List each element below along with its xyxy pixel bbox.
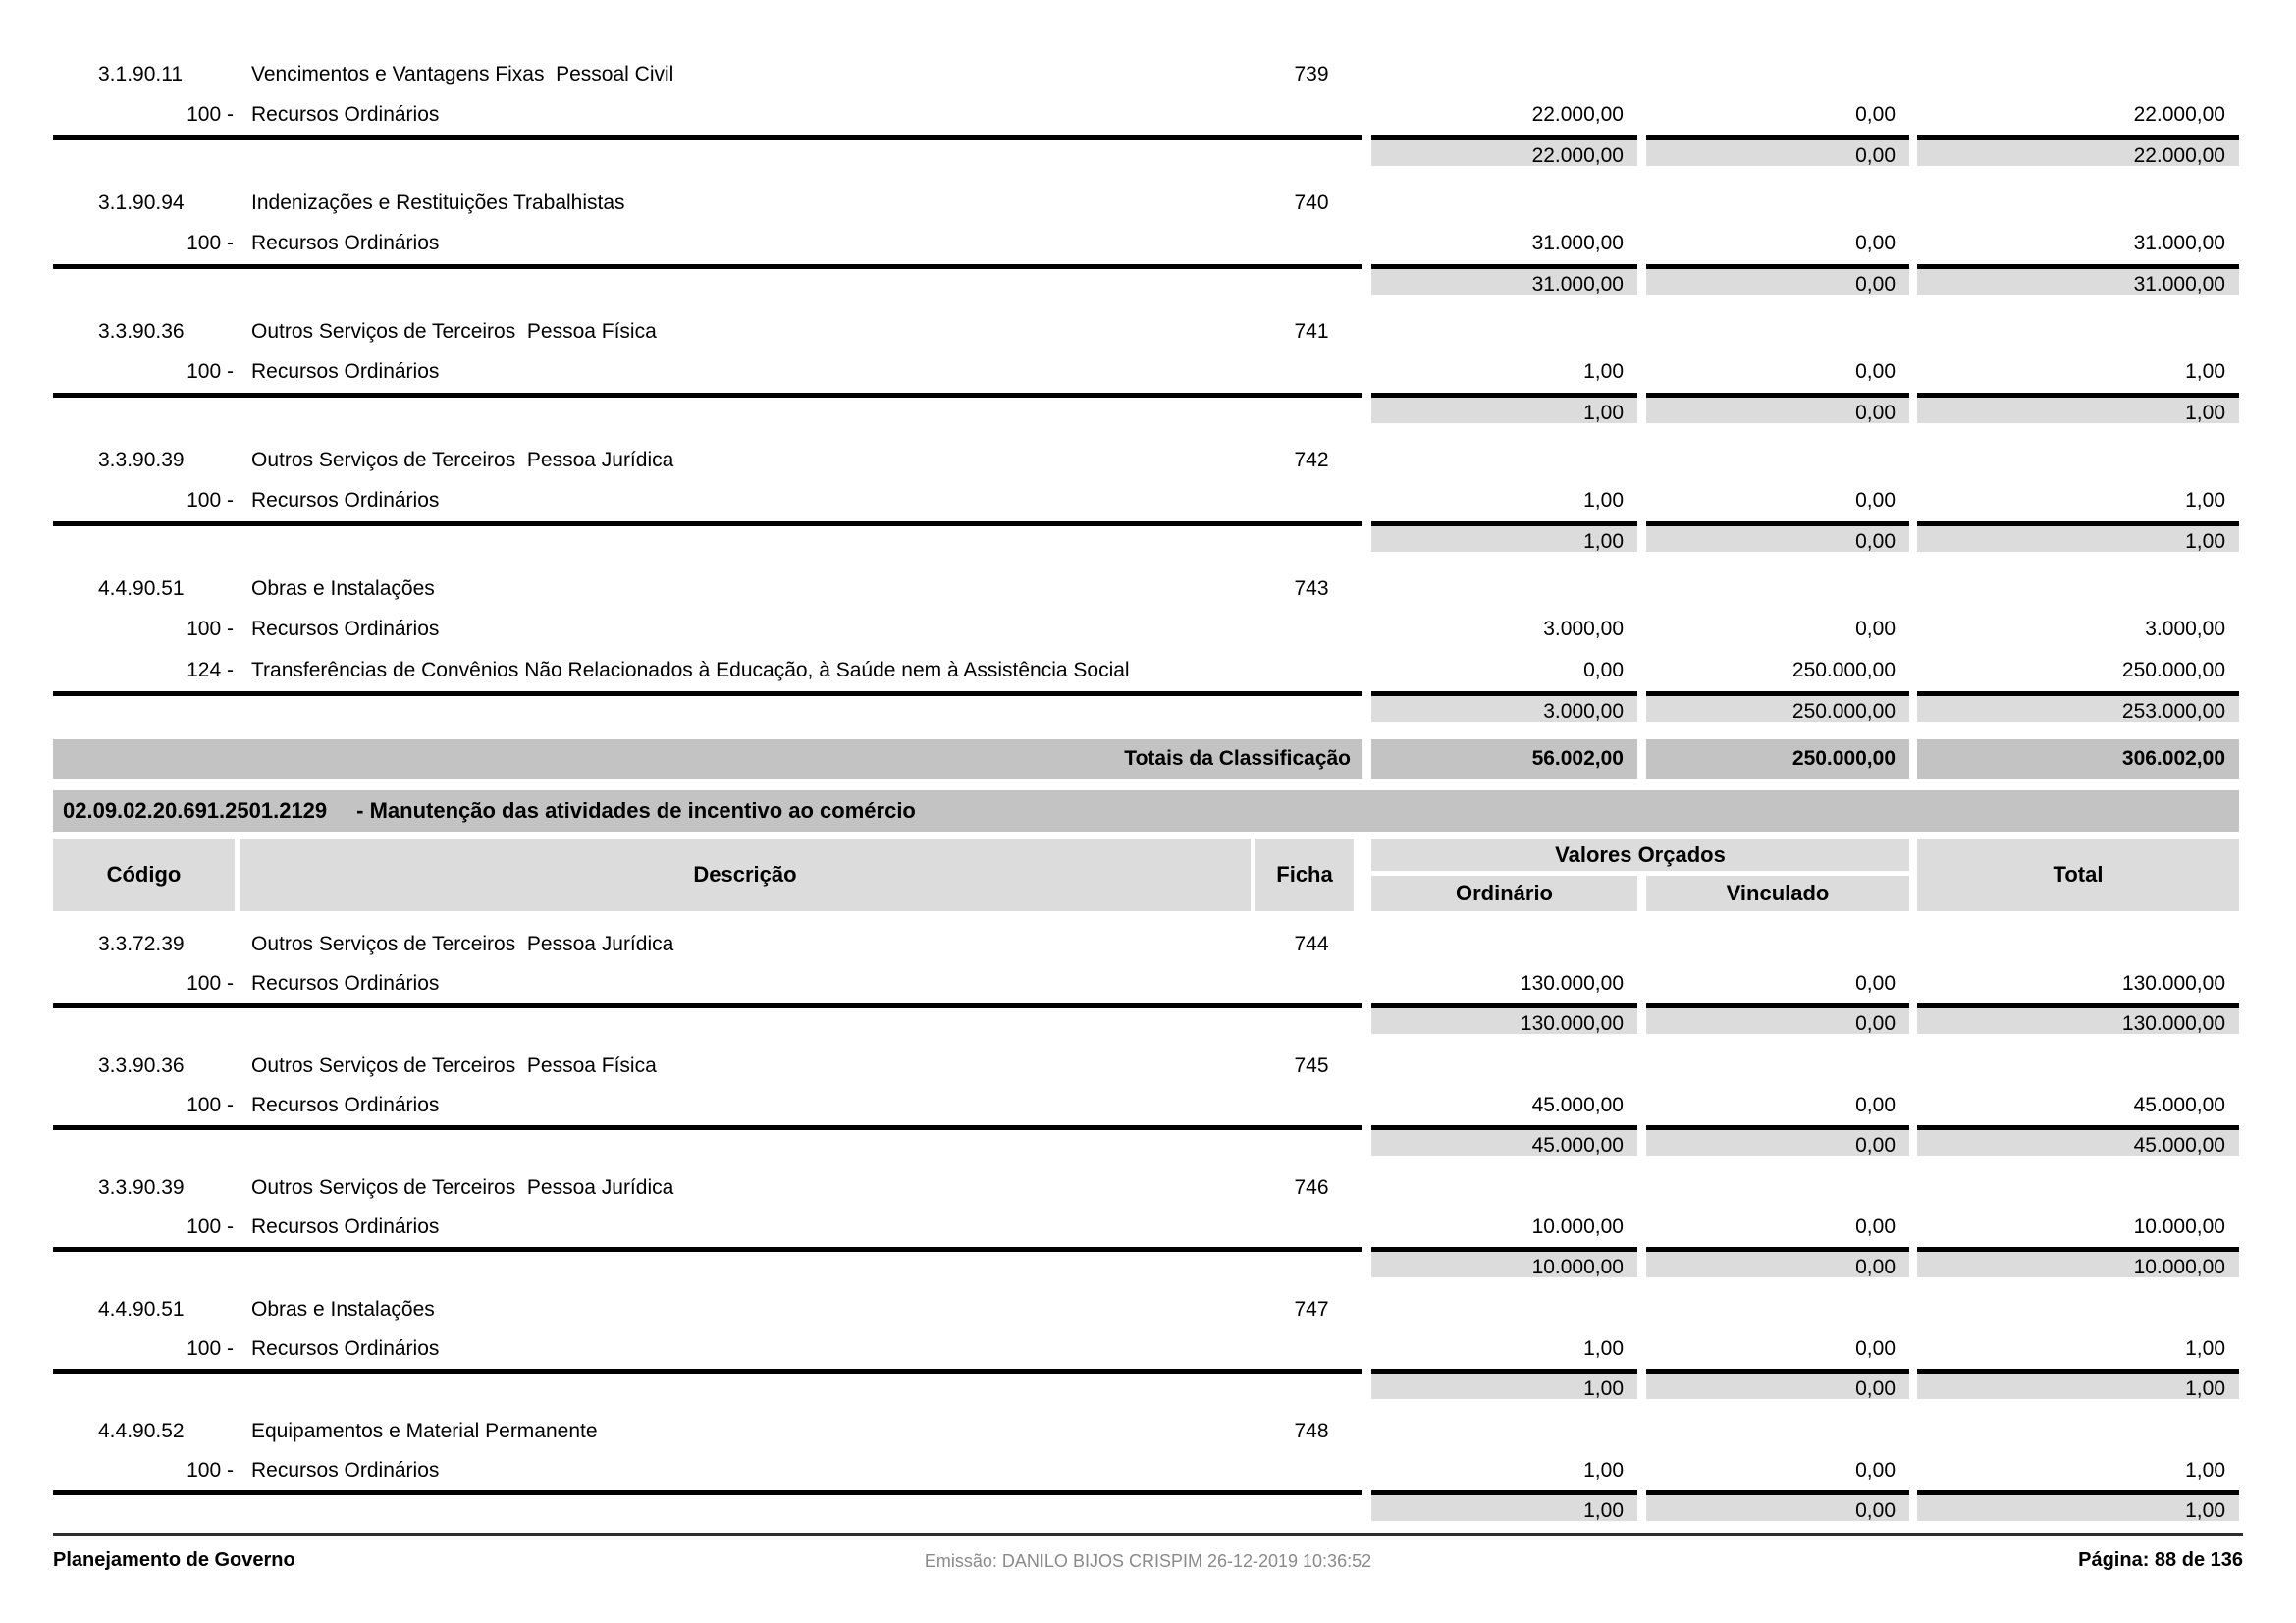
footer-page-number: Página: 88 de 136 xyxy=(2078,1549,2243,1571)
subtotal-total: 1,00 xyxy=(1917,1369,2239,1399)
classification-code: 02.09.02.20.691.2501.2129 xyxy=(63,798,328,823)
subtotal-total: 130.000,00 xyxy=(1917,1003,2239,1034)
resource-ordinario-value: 3.000,00 xyxy=(1543,618,1624,640)
column-header-codigo: Código xyxy=(53,839,235,911)
subtotal-vinculado: 250.000,00 xyxy=(1646,691,1909,722)
item-header-row xyxy=(53,184,2239,223)
resource-row xyxy=(53,1329,2239,1369)
subtotal-total: 45.000,00 xyxy=(1917,1125,2239,1156)
resource-vinculado-value: 0,00 xyxy=(1855,1337,1896,1360)
item-code: 3.3.90.39 xyxy=(98,1176,185,1199)
item-code: 3.1.90.11 xyxy=(98,63,184,85)
resource-name: Recursos Ordinários xyxy=(251,1094,440,1116)
budget-item-block xyxy=(53,441,2239,557)
resource-row xyxy=(53,1086,2239,1125)
item-header-row xyxy=(53,925,2239,964)
item-code: 4.4.90.51 xyxy=(98,1298,185,1321)
item-ficha-number: 745 xyxy=(1294,1055,1329,1077)
resource-name: Recursos Ordinários xyxy=(251,618,440,640)
resource-name: Transferências de Convênios Não Relacionados à Educação, à Saúde nem à Assistência Social xyxy=(251,659,1130,681)
budget-item-block xyxy=(53,925,2239,1039)
resource-row xyxy=(53,1451,2239,1490)
resource-code: 100 - xyxy=(187,360,234,383)
resource-name: Recursos Ordinários xyxy=(251,360,440,383)
subtotal-ordinario: 1,00 xyxy=(1371,1369,1637,1399)
resource-name: Recursos Ordinários xyxy=(251,489,440,512)
resource-ordinario-value: 0,00 xyxy=(1583,659,1624,681)
budget-item-block xyxy=(53,1412,2239,1526)
resource-ordinario-value: 1,00 xyxy=(1583,1459,1624,1482)
resource-row xyxy=(53,480,2239,521)
resource-ordinario-value: 31.000,00 xyxy=(1531,232,1624,254)
item-ficha-number: 739 xyxy=(1294,63,1329,85)
item-header-row xyxy=(53,312,2239,352)
budget-item-block xyxy=(53,184,2239,299)
budget-item-block xyxy=(53,569,2239,727)
resource-vinculado-value: 250.000,00 xyxy=(1791,659,1896,681)
item-ficha-number: 741 xyxy=(1294,320,1329,343)
report-page xyxy=(53,55,2239,1534)
item-description: Outros Serviços de Terceiros Pessoa Jurídica xyxy=(251,1176,674,1199)
item-code: 3.3.72.39 xyxy=(98,933,185,955)
subtotal-total: 1,00 xyxy=(1917,521,2239,552)
column-header-vinculado: Vinculado xyxy=(1646,876,1909,911)
resource-total-value: 130.000,00 xyxy=(2121,972,2225,995)
resource-vinculado-value: 0,00 xyxy=(1855,972,1896,995)
resource-row xyxy=(53,650,2239,691)
item-code: 3.3.90.36 xyxy=(98,320,185,343)
resource-code: 100 - xyxy=(187,103,234,126)
column-header-ordinario: Ordinário xyxy=(1371,876,1637,911)
subtotal-total: 1,00 xyxy=(1917,393,2239,423)
item-subtotal-row xyxy=(53,1369,2239,1404)
subtotal-ordinario: 1,00 xyxy=(1371,1490,1637,1521)
item-subtotal-row xyxy=(53,393,2239,428)
resource-name: Recursos Ordinários xyxy=(251,1216,440,1238)
footer-emission-info: Emissão: DANILO BIJOS CRISPIM 26-12-2019 10:36:52 xyxy=(924,1551,1372,1571)
resource-code: 100 - xyxy=(187,489,234,512)
item-description: Outros Serviços de Terceiros Pessoa Física xyxy=(251,1055,657,1077)
resource-code: 100 - xyxy=(187,972,234,995)
budget-item-block xyxy=(53,1168,2239,1282)
subtotal-ordinario: 10.000,00 xyxy=(1371,1247,1637,1277)
resource-row xyxy=(53,223,2239,264)
resource-row xyxy=(53,94,2239,135)
item-ficha-number: 744 xyxy=(1294,933,1329,955)
classification-section-2 xyxy=(53,925,2239,1526)
resource-total-value: 31.000,00 xyxy=(2133,232,2225,254)
resource-ordinario-value: 1,00 xyxy=(1583,489,1624,512)
resource-name: Recursos Ordinários xyxy=(251,1337,440,1360)
budget-item-block xyxy=(53,1290,2239,1404)
subtotal-ordinario: 22.000,00 xyxy=(1371,135,1637,166)
column-group-valores-orcados xyxy=(1371,839,1909,911)
resource-total-value: 1,00 xyxy=(2185,360,2225,383)
subtotal-vinculado: 0,00 xyxy=(1646,264,1909,295)
subtotal-ordinario: 31.000,00 xyxy=(1371,264,1637,295)
resource-vinculado-value: 0,00 xyxy=(1855,618,1896,640)
subtotal-total: 31.000,00 xyxy=(1917,264,2239,295)
item-description: Vencimentos e Vantagens Fixas Pessoal Civil xyxy=(251,63,674,85)
subtotal-vinculado: 0,00 xyxy=(1646,1490,1909,1521)
resource-name: Recursos Ordinários xyxy=(251,972,440,995)
subtotal-vinculado: 0,00 xyxy=(1646,1369,1909,1399)
resource-total-value: 3.000,00 xyxy=(2145,618,2225,640)
resource-row xyxy=(53,964,2239,1003)
item-header-row xyxy=(53,1168,2239,1208)
resource-name: Recursos Ordinários xyxy=(251,232,440,254)
classification-header-bar xyxy=(53,790,2239,832)
resource-ordinario-value: 45.000,00 xyxy=(1531,1094,1624,1116)
resource-total-value: 22.000,00 xyxy=(2133,103,2225,126)
item-header-row xyxy=(53,1290,2239,1329)
item-header-row xyxy=(53,441,2239,480)
column-header-valores-orcados: Valores Orçados xyxy=(1371,839,1909,871)
resource-total-value: 1,00 xyxy=(2185,1337,2225,1360)
item-subtotal-row xyxy=(53,135,2239,171)
resource-total-value: 10.000,00 xyxy=(2133,1216,2225,1238)
resource-row xyxy=(53,1208,2239,1247)
item-ficha-number: 748 xyxy=(1294,1420,1329,1442)
resource-vinculado-value: 0,00 xyxy=(1855,1216,1896,1238)
budget-item-block xyxy=(53,1047,2239,1161)
item-code: 3.3.90.36 xyxy=(98,1055,185,1077)
classification-title: - Manutenção das atividades de incentivo ao comércio xyxy=(356,798,916,823)
item-subtotal-row xyxy=(53,1247,2239,1282)
item-description: Indenizações e Restituições Trabalhistas xyxy=(251,191,625,214)
resource-vinculado-value: 0,00 xyxy=(1855,232,1896,254)
item-description: Outros Serviços de Terceiros Pessoa Física xyxy=(251,320,657,343)
item-header-row xyxy=(53,1047,2239,1086)
classification-totals-row xyxy=(53,739,2239,779)
resource-code: 100 - xyxy=(187,1216,234,1238)
item-code: 4.4.90.51 xyxy=(98,577,185,600)
resource-code: 100 - xyxy=(187,1094,234,1116)
subtotal-vinculado: 0,00 xyxy=(1646,1247,1909,1277)
page-footer xyxy=(53,1533,2243,1572)
resource-code: 100 - xyxy=(187,1337,234,1360)
totals-total: 306.002,00 xyxy=(1917,739,2239,779)
resource-ordinario-value: 22.000,00 xyxy=(1531,103,1624,126)
item-header-row xyxy=(53,55,2239,94)
item-header-row xyxy=(53,569,2239,609)
resource-total-value: 1,00 xyxy=(2185,489,2225,512)
item-description: Outros Serviços de Terceiros Pessoa Jurídica xyxy=(251,933,674,955)
item-subtotal-row xyxy=(53,521,2239,557)
item-description: Obras e Instalações xyxy=(251,1298,435,1321)
subtotal-total: 22.000,00 xyxy=(1917,135,2239,166)
subtotal-vinculado: 0,00 xyxy=(1646,1003,1909,1034)
resource-code: 100 - xyxy=(187,618,234,640)
resource-total-value: 45.000,00 xyxy=(2133,1094,2225,1116)
subtotal-ordinario: 3.000,00 xyxy=(1371,691,1637,722)
resource-row xyxy=(53,352,2239,393)
resource-ordinario-value: 1,00 xyxy=(1583,1337,1624,1360)
subtotal-ordinario: 130.000,00 xyxy=(1371,1003,1637,1034)
item-subtotal-row xyxy=(53,1490,2239,1526)
column-header-descricao: Descrição xyxy=(240,839,1251,911)
column-header-total: Total xyxy=(1917,839,2239,911)
item-subtotal-row xyxy=(53,1125,2239,1161)
item-code: 4.4.90.52 xyxy=(98,1420,185,1442)
item-ficha-number: 740 xyxy=(1294,191,1329,214)
resource-name: Recursos Ordinários xyxy=(251,103,440,126)
item-ficha-number: 747 xyxy=(1294,1298,1329,1321)
item-code: 3.1.90.94 xyxy=(98,191,185,214)
resource-total-value: 1,00 xyxy=(2185,1459,2225,1482)
item-subtotal-row xyxy=(53,1003,2239,1039)
resource-vinculado-value: 0,00 xyxy=(1855,1094,1896,1116)
resource-ordinario-value: 130.000,00 xyxy=(1520,972,1624,995)
subtotal-ordinario: 1,00 xyxy=(1371,393,1637,423)
resource-code: 100 - xyxy=(187,1459,234,1482)
resource-vinculado-value: 0,00 xyxy=(1855,1459,1896,1482)
table-column-header xyxy=(53,839,2239,911)
column-header-ficha: Ficha xyxy=(1255,839,1354,911)
resource-total-value: 250.000,00 xyxy=(2121,659,2225,681)
subtotal-total: 10.000,00 xyxy=(1917,1247,2239,1277)
resource-code: 100 - xyxy=(187,232,234,254)
resource-vinculado-value: 0,00 xyxy=(1855,360,1896,383)
resource-vinculado-value: 0,00 xyxy=(1855,489,1896,512)
resource-code: 124 - xyxy=(187,659,234,681)
subtotal-total: 253.000,00 xyxy=(1917,691,2239,722)
resource-name: Recursos Ordinários xyxy=(251,1459,440,1482)
totals-ordinario: 56.002,00 xyxy=(1371,739,1637,779)
item-description: Obras e Instalações xyxy=(251,577,435,600)
subtotal-ordinario: 45.000,00 xyxy=(1371,1125,1637,1156)
item-code: 3.3.90.39 xyxy=(98,449,185,471)
item-header-row xyxy=(53,1412,2239,1451)
item-ficha-number: 742 xyxy=(1294,449,1329,471)
totals-label: Totais da Classificação xyxy=(53,739,1362,779)
subtotal-vinculado: 0,00 xyxy=(1646,135,1909,166)
item-description: Outros Serviços de Terceiros Pessoa Jurídica xyxy=(251,449,674,471)
subtotal-ordinario: 1,00 xyxy=(1371,521,1637,552)
subtotal-vinculado: 0,00 xyxy=(1646,393,1909,423)
item-subtotal-row xyxy=(53,691,2239,727)
resource-ordinario-value: 1,00 xyxy=(1583,360,1624,383)
item-ficha-number: 743 xyxy=(1294,577,1329,600)
item-subtotal-row xyxy=(53,264,2239,299)
budget-item-block xyxy=(53,55,2239,171)
resource-row xyxy=(53,609,2239,650)
subtotal-vinculado: 0,00 xyxy=(1646,521,1909,552)
budget-item-block xyxy=(53,312,2239,428)
footer-report-title: Planejamento de Governo xyxy=(53,1549,295,1571)
subtotal-total: 1,00 xyxy=(1917,1490,2239,1521)
classification-section-1 xyxy=(53,55,2239,779)
item-ficha-number: 746 xyxy=(1294,1176,1329,1199)
totals-vinculado: 250.000,00 xyxy=(1646,739,1909,779)
resource-vinculado-value: 0,00 xyxy=(1855,103,1896,126)
resource-ordinario-value: 10.000,00 xyxy=(1531,1216,1624,1238)
item-description: Equipamentos e Material Permanente xyxy=(251,1420,598,1442)
subtotal-vinculado: 0,00 xyxy=(1646,1125,1909,1156)
